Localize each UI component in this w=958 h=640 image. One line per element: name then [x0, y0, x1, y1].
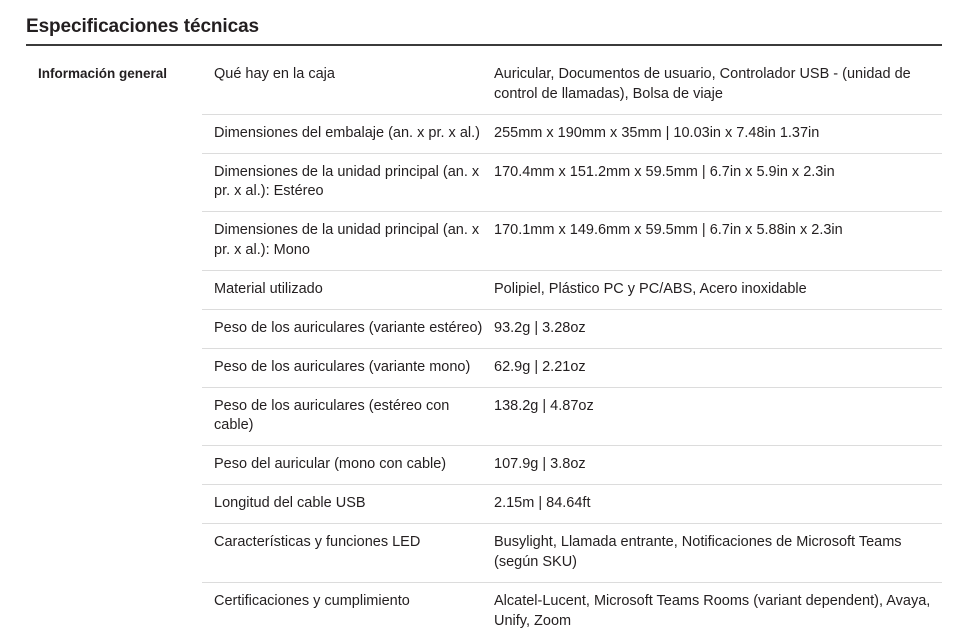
title-block	[0, 0, 958, 44]
spec-label: Dimensiones de la unidad principal (an. x pr. x al.): Mono	[202, 212, 494, 271]
spec-label: Peso de los auriculares (variante mono)	[202, 348, 494, 387]
group-label-general-information: Información general	[38, 66, 168, 81]
spec-label: Qué hay en la caja	[202, 56, 494, 114]
spec-label: Características y funciones LED	[202, 524, 494, 583]
title-divider	[26, 44, 942, 46]
spec-label: Dimensiones del embalaje (an. x pr. x al.)	[202, 114, 494, 153]
spec-value: 170.1mm x 149.6mm x 59.5mm | 6.7in x 5.88in x 2.3in	[494, 212, 942, 271]
specifications-table-wrapper	[0, 56, 958, 640]
spec-label: Peso de los auriculares (variante estéreo)	[202, 309, 494, 348]
spec-value: 107.9g | 3.8oz	[494, 446, 942, 485]
spec-value: 2.15m | 84.64ft	[494, 485, 942, 524]
spec-value: 93.2g | 3.28oz	[494, 309, 942, 348]
spec-value: Busylight, Llamada entrante, Notificaciones de Microsoft Teams (según SKU)	[494, 524, 942, 583]
spec-value: Polipiel, Plástico PC y PC/ABS, Acero inoxidable	[494, 271, 942, 310]
spec-value: Auricular, Documentos de usuario, Controlador USB - (unidad de control de llamadas), Bolsa de viaje	[494, 56, 942, 114]
table-row	[26, 56, 942, 114]
page-title: Especificaciones técnicas	[26, 16, 260, 37]
spec-label: Longitud del cable USB	[202, 485, 494, 524]
spec-value: 170.4mm x 151.2mm x 59.5mm | 6.7in x 5.9in x 2.3in	[494, 153, 942, 212]
specifications-table-body	[26, 56, 942, 640]
spec-value: 62.9g | 2.21oz	[494, 348, 942, 387]
spec-value: 138.2g | 4.87oz	[494, 387, 942, 446]
spec-label: Peso del auricular (mono con cable)	[202, 446, 494, 485]
spec-label: Certificaciones y cumplimiento	[214, 592, 410, 609]
specifications-table	[26, 56, 942, 640]
spec-label: Peso de los auriculares (estéreo con cable)	[202, 387, 494, 446]
spec-label: Material utilizado	[202, 271, 494, 310]
spec-value: Alcatel-Lucent, Microsoft Teams Rooms (variant dependent), Avaya, Unify, Zoom	[494, 592, 931, 629]
spec-value: 255mm x 190mm x 35mm | 10.03in x 7.48in 1.37in	[494, 114, 942, 153]
spec-label: Dimensiones de la unidad principal (an. x pr. x al.): Estéreo	[202, 153, 494, 212]
